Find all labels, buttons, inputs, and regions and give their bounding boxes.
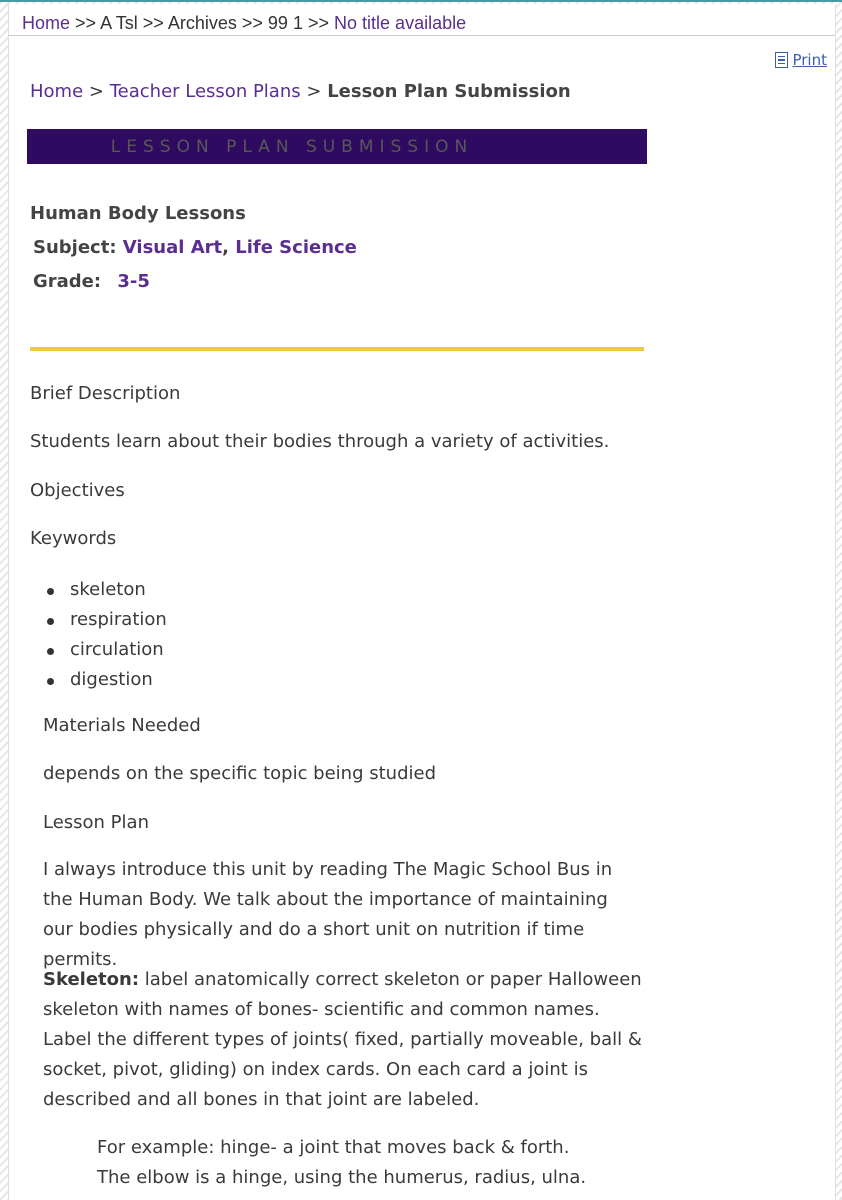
materials-text: depends on the specific topic being studied (43, 763, 437, 784)
separator: > (88, 81, 104, 102)
skeleton-text: label anatomically correct skeleton or paper Halloween skeleton with names of bones- scientific and common names. Label the different types of joints( fixed, partially moveable, ball & socket, pivot, gliding) on index cards. On each card a joint is described and all bones in that joint are labeled. (43, 969, 642, 1110)
top-breadcrumb-archives: Archives (167, 13, 237, 33)
subject-life-science[interactable]: Life Science (235, 237, 357, 258)
keywords-heading: Keywords (30, 528, 117, 549)
breadcrumb (30, 81, 571, 102)
subject-label: Subject: (33, 237, 117, 258)
subject-visual-art[interactable]: Visual Art (122, 237, 223, 258)
lesson-title: Human Body Lessons (30, 203, 246, 224)
section-divider (30, 347, 644, 351)
separator: >> (307, 13, 330, 33)
separator: > (306, 81, 322, 102)
page-content (8, 4, 836, 1200)
separator: >> (75, 13, 97, 33)
list-item: respiration (47, 605, 167, 635)
materials-heading: Materials Needed (43, 715, 201, 736)
top-breadcrumb-home[interactable]: Home (22, 13, 71, 33)
list-item: circulation (47, 635, 167, 665)
print-label: Print (792, 51, 827, 69)
objectives-heading: Objectives (30, 480, 125, 501)
document-icon (775, 52, 788, 68)
lesson-plan-intro: I always introduce this unit by reading The Magic School Bus in the Human Body. We talk about the importance of maintaining our bodies physically and do a short unit on nutrition if time permits. (43, 859, 613, 970)
list-item: digestion (47, 665, 167, 695)
list-item: skeleton (47, 575, 167, 605)
skeleton-label: Skeleton: (43, 969, 140, 990)
top-breadcrumb (22, 13, 466, 34)
example-paragraph: For example: hinge- a joint that moves back & forth. The elbow is a hinge, using the humerus, radius, ulna. (97, 1137, 587, 1188)
page-banner (27, 129, 647, 164)
keywords-list (47, 575, 167, 695)
skeleton-paragraph (43, 965, 643, 1115)
grade-row (33, 271, 150, 292)
grade-label: Grade: (33, 271, 102, 292)
banner-title: LESSON PLAN SUBMISSION (110, 136, 474, 157)
lesson-plan-heading: Lesson Plan (43, 812, 149, 833)
breadcrumb-home[interactable]: Home (30, 81, 84, 102)
brief-text: Students learn about their bodies through a variety of activities. (30, 431, 610, 452)
separator: >> (241, 13, 263, 33)
top-breadcrumb-current[interactable]: No title available (334, 13, 467, 33)
breadcrumb-teacher-lesson-plans[interactable]: Teacher Lesson Plans (109, 81, 301, 102)
print-link[interactable] (775, 51, 827, 69)
top-breadcrumb-atsl: A Tsl (100, 13, 138, 33)
top-breadcrumb-991: 99 1 (267, 13, 303, 33)
breadcrumb-current: Lesson Plan Submission (327, 81, 571, 102)
grade-value[interactable]: 3-5 (117, 271, 150, 292)
subject-row: Subject: Visual Art, Life Science (33, 237, 357, 258)
separator: >> (142, 13, 164, 33)
brief-heading: Brief Description (30, 383, 181, 404)
divider (9, 35, 835, 36)
